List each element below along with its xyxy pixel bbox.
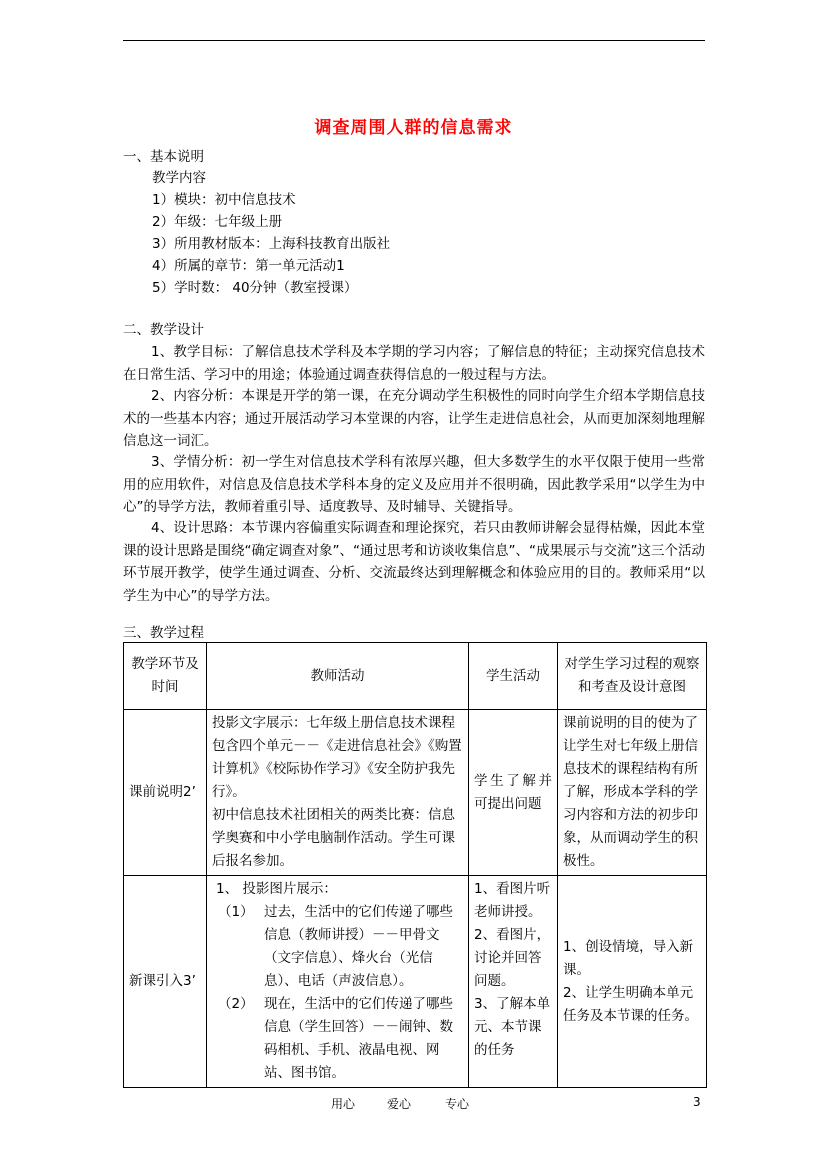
footer-word: 用心 <box>331 1097 356 1111</box>
teaching-process-table <box>123 642 707 1088</box>
section1-item: 3）所用教材版本：上海科技教育出版社 <box>152 236 391 252</box>
student-activity-cell <box>469 876 558 1088</box>
point-number: （1） <box>218 904 254 920</box>
student-activity-text: 3、了解本单元、本节课的任务 <box>474 996 551 1058</box>
column-header-stage: 教学环节及时间 <box>124 643 207 710</box>
teacher-activity-cell <box>207 710 469 876</box>
design-intent-text: 1、创设情境，导入新课。 <box>563 938 694 978</box>
footer-word: 爱心 <box>387 1097 412 1111</box>
teacher-activity-text: 现在，生活中的它们传递了哪些信息（学生回答）－－闹钟、数码相机、手机、液晶电视、网站、图书馆。 <box>264 996 453 1081</box>
design-intent-text: 2、让学生明确本单元任务及本节课的任务。 <box>563 984 698 1024</box>
table-row <box>124 876 707 1088</box>
section1-heading: 一、基本说明 <box>123 149 204 165</box>
design-intent-cell: 课前说明的目的使为了让学生对七年级上册信息技术的课程结构有所了解，形成本学科的学习内容和方法的初步印象，从而调动学生的积极性。 <box>558 710 707 876</box>
teacher-activity-text: 投影文字展示：七年级上册信息技术课程包含四个单元－－《走进信息社会》《购置计算机》《校际协作学习》《安全防护我先行》。 <box>212 715 462 800</box>
design-paragraph-approach: 4、设计思路：本节课内容偏重实际调查和理论探究，若只由教师讲解会显得枯燥，因此本堂课的设计思路是围绕“确定调查对象”、“通过思考和访谈收集信息”、“成果展示与交流”这三个活动环节展开教学，使学生通过调查、分析、交流最终达到理解概念和体验应用的目的。教师采用“以学生为中心”的导学方法。 <box>123 520 705 604</box>
section2-heading: 二、教学设计 <box>123 322 204 338</box>
section1-item: 4）所属的章节：第一单元活动1 <box>152 258 345 274</box>
table-row <box>124 710 707 876</box>
stage-cell: 新课引入3’ <box>124 876 207 1088</box>
section1-item: 1）模块：初中信息技术 <box>152 192 296 208</box>
page-number: 3 <box>693 1095 701 1109</box>
table-header-row <box>124 643 707 710</box>
design-paragraph-goals: 1、教学目标：了解信息技术学科及本学期的学习内容；了解信息的特征；主动探究信息技术在日常生活、学习中的用途；体验通过调查获得信息的一般过程与方法。 <box>123 344 705 383</box>
column-header-student: 学生活动 <box>469 643 558 710</box>
teacher-activity-text: 过去，生活中的它们传递了哪些信息（教师讲授）－－甲骨文（文字信息）、烽火台（光信息）、电话（声波信息）。 <box>264 904 453 989</box>
section1-item: 2）年级：七年级上册 <box>152 214 283 230</box>
teacher-activity-point <box>212 901 463 993</box>
stage-cell: 课前说明2’ <box>124 710 207 876</box>
teacher-activity-point <box>212 993 463 1085</box>
student-activity-text: 2、看图片，讨论并回答问题。 <box>474 927 551 989</box>
design-intent-cell <box>558 876 707 1088</box>
teacher-activity-text: 初中信息技术社团相关的两类比赛：信息学奥赛和中小学电脑制作活动。学生可课后报名参加。 <box>212 807 455 869</box>
header-rule <box>123 40 705 41</box>
section1-subheading: 教学内容 <box>152 170 206 186</box>
point-number: （2） <box>218 996 254 1012</box>
design-paragraph-learners: 3、学情分析：初一学生对信息技术学科有浓厚兴趣，但大多数学生的水平仅限于使用一些常用的应用软件，对信息及信息技术学科本身的定义及应用并不很明确，因此教学采用“以学生为中心”的导学方法，教师着重引导、适度教导、及时辅导、关键指导。 <box>123 454 705 515</box>
student-activity-text: 1、看图片听老师讲授。 <box>474 881 551 920</box>
section1-item: 5）学时数： 40分钟（教室授课） <box>152 280 358 296</box>
teacher-activity-text: 1、 投影图片展示： <box>216 881 337 897</box>
design-paragraph-content: 2、内容分析：本课是开学的第一课，在充分调动学生积极性的同时向学生介绍本学期信息技术的一些基本内容；通过开展活动学习本堂课的内容，让学生走进信息社会，从而更加深刻地理解信息这一词汇。 <box>123 388 705 449</box>
footer-word: 专心 <box>445 1097 470 1111</box>
section3-heading: 三、教学过程 <box>123 625 204 641</box>
teacher-activity-cell <box>207 876 469 1088</box>
document-title: 调查周围人群的信息需求 <box>314 118 513 138</box>
column-header-design: 对学生学习过程的观察和考查及设计意图 <box>558 643 707 710</box>
column-header-teacher: 教师活动 <box>207 643 469 710</box>
student-activity-cell: 学生了解并可提出问题 <box>469 710 558 876</box>
